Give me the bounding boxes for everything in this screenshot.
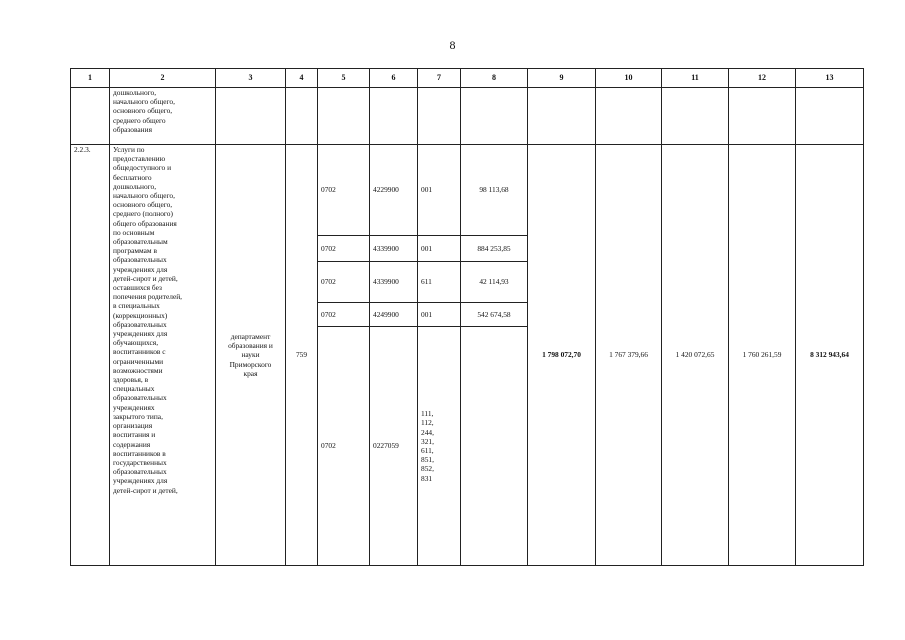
- prev-cell-4: [286, 88, 318, 145]
- sub-row-5-col8: [461, 327, 528, 566]
- col-header-4: 4: [286, 69, 318, 88]
- sub-row-1-col7: 001: [418, 145, 461, 236]
- col-header-13: 13: [796, 69, 864, 88]
- item-number: 2.2.3.: [71, 145, 110, 566]
- item-description: Услуги по предоставлению общедоступного и бесплатного дошкольного, начального общего, основного общего, среднего (полного) общего образования по основным образовательным программам в образовательных учреждениях для детей-сирот и детей, оставшихся без попечения родителей, в специальных (коррекционных) образовательных учреждениях для обучающихся, воспитанников с ограниченными возможностями здоровья, в специальных образовательных учреждениях закрытого типа, организация воспитания и содержания воспитанников в государственных образовательных учреждениях для детей-сирот и детей,: [110, 145, 216, 566]
- prev-cell-10: [596, 88, 662, 145]
- prev-cell-11: [662, 88, 729, 145]
- sub-row-4-col5: 0702: [318, 303, 370, 327]
- col-header-9: 9: [528, 69, 596, 88]
- item-executor: департамент образования и науки Приморского края: [216, 145, 286, 566]
- sub-row-1-col6: 4229900: [370, 145, 418, 236]
- table-row-continued: [71, 88, 864, 145]
- col-header-12: 12: [729, 69, 796, 88]
- prev-cell-8: [461, 88, 528, 145]
- sub-row-3-col5: 0702: [318, 262, 370, 303]
- col-header-5: 5: [318, 69, 370, 88]
- sub-row-2-col5: 0702: [318, 236, 370, 262]
- col-header-1: 1: [71, 69, 110, 88]
- prev-cell-9: [528, 88, 596, 145]
- table-row-item: [71, 145, 864, 236]
- sub-row-2-col6: 4339900: [370, 236, 418, 262]
- total-col-10: 1 767 379,66: [596, 145, 662, 566]
- sub-row-1-col5: 0702: [318, 145, 370, 236]
- sub-row-3-col7: 611: [418, 262, 461, 303]
- col-header-8: 8: [461, 69, 528, 88]
- col-header-2: 2: [110, 69, 216, 88]
- page-number: 8: [449, 38, 456, 52]
- prev-cell-12: [729, 88, 796, 145]
- prev-cell-5: [318, 88, 370, 145]
- budget-table: [70, 68, 864, 566]
- prev-cell-1: [71, 88, 110, 145]
- col-header-3: 3: [216, 69, 286, 88]
- sub-row-2-col7: 001: [418, 236, 461, 262]
- sub-row-1-col8: 98 113,68: [461, 145, 528, 236]
- sub-row-3-col6: 4339900: [370, 262, 418, 303]
- total-col-12: 1 760 261,59: [729, 145, 796, 566]
- prev-cell-6: [370, 88, 418, 145]
- prev-cell-13: [796, 88, 864, 145]
- item-code-4: 759: [286, 145, 318, 566]
- col-header-10: 10: [596, 69, 662, 88]
- col-header-11: 11: [662, 69, 729, 88]
- prev-cell-2: дошкольного, начального общего, основного общего, среднего общего образования: [110, 88, 216, 145]
- prev-cell-7: [418, 88, 461, 145]
- total-col-13: 8 312 943,64: [796, 145, 864, 566]
- col-header-6: 6: [370, 69, 418, 88]
- sub-row-4-col7: 001: [418, 303, 461, 327]
- header-row: [71, 69, 864, 88]
- sub-row-5-col6: 0227059: [370, 327, 418, 566]
- total-col-11: 1 420 072,65: [662, 145, 729, 566]
- prev-cell-3: [216, 88, 286, 145]
- sub-row-5-col5: 0702: [318, 327, 370, 566]
- sub-row-3-col8: 42 114,93: [461, 262, 528, 303]
- sub-row-2-col8: 884 253,85: [461, 236, 528, 262]
- sub-row-5-col7: 111, 112, 244, 321, 611, 851, 852, 831: [418, 327, 461, 566]
- sub-row-4-col6: 4249900: [370, 303, 418, 327]
- col-header-7: 7: [418, 69, 461, 88]
- sub-row-4-col8: 542 674,58: [461, 303, 528, 327]
- total-col-9: 1 798 072,70: [528, 145, 596, 566]
